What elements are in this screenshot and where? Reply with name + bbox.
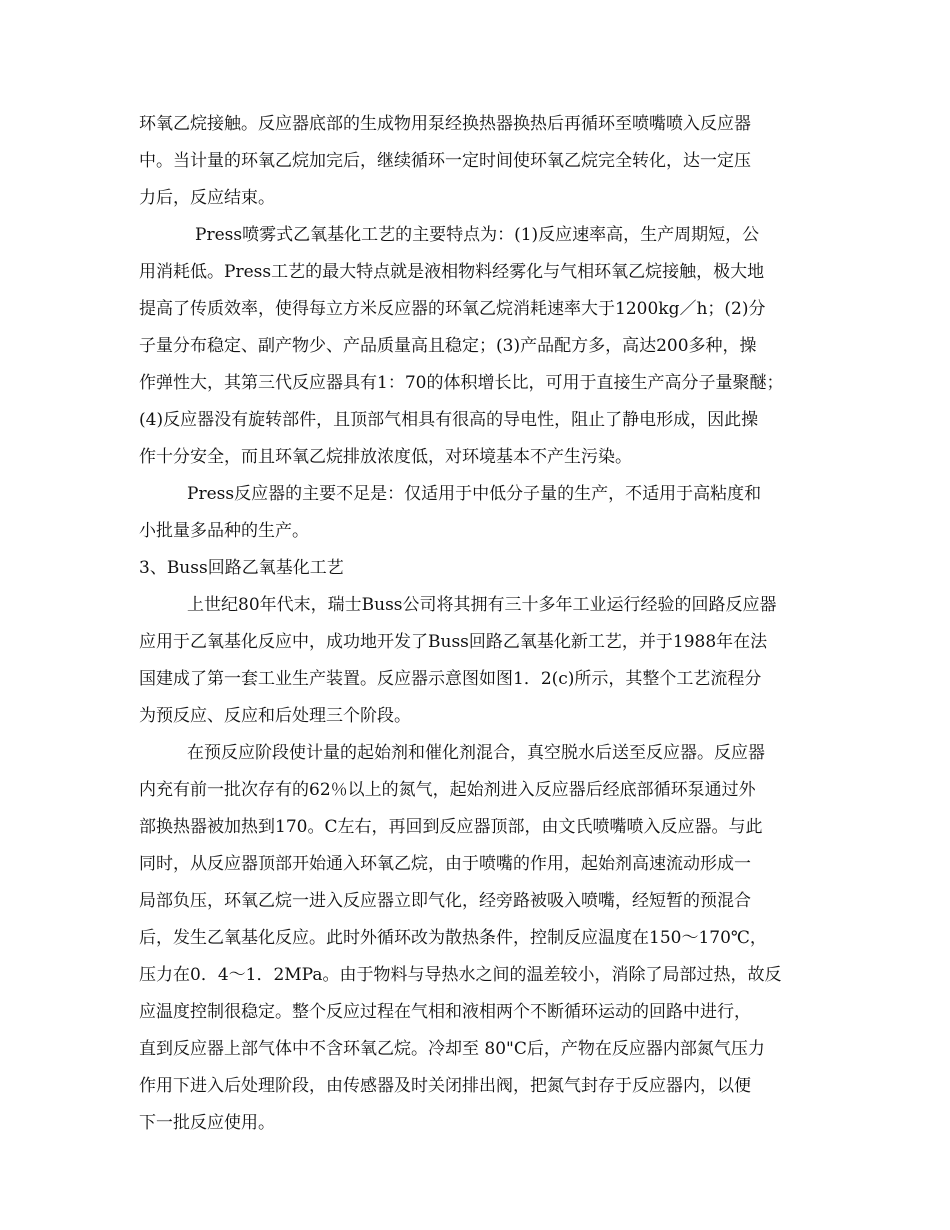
paragraph-line: 小批量多品种的生产。: [139, 521, 309, 541]
paragraph-line: Press反应器的主要不足是：仅适用于中低分子量的生产，不适用于高粘度和: [187, 484, 762, 504]
paragraph-line: 同时，从反应器顶部开始通入环氧乙烷，由于喷嘴的作用，起始剂高速流动形成一: [139, 854, 751, 874]
paragraph-line: 子量分布稳定、副产物少、产品质量高且稳定；(3)产品配方多，高达200多种，操: [139, 336, 757, 356]
paragraph-line: 后，发生乙氧基化反应。此时外循环改为散热条件，控制反应温度在150～170℃，: [139, 928, 767, 948]
paragraph-line: 国建成了第一套工业生产装置。反应器示意图如图1．2(c)所示，其整个工艺流程分: [139, 669, 762, 689]
paragraph-line: 局部负压，环氧乙烷一进入反应器立即气化，经旁路被吸入喷嘴，经短暂的预混合: [139, 891, 751, 911]
paragraph-line: 部换热器被加热到170。C左右，再回到反应器顶部，由文氏喷嘴喷入反应器。与此: [139, 817, 763, 837]
paragraph-line: 在预反应阶段使计量的起始剂和催化剂混合，真空脱水后送至反应器。反应器: [187, 743, 765, 763]
paragraph-line: 作弹性大，其第三代反应器具有1：70的体积增长比，可用于直接生产高分子量聚醚；: [139, 373, 784, 393]
paragraph-line: 直到反应器上部气体中不含环氧乙烷。冷却至 80"C后，产物在反应器内部氮气压力: [139, 1039, 765, 1059]
paragraph-line: 中。当计量的环氧乙烷加完后，继续循环一定时间使环氧乙烷完全转化，达一定压: [139, 151, 751, 171]
paragraph-line: 力后，反应结束。: [139, 188, 275, 208]
paragraph-line: 环氧乙烷接触。反应器底部的生成物用泵经换热器换热后再循环至喷嘴喷入反应器: [139, 114, 751, 134]
paragraph-line: 作十分安全，而且环氧乙烷排放浓度低，对环境基本不产生污染。: [139, 447, 632, 467]
paragraph-line: (4)反应器没有旋转部件，且顶部气相具有很高的导电性，阻止了静电形成，因此操: [139, 410, 759, 430]
paragraph-line: 应温度控制很稳定。整个反应过程在气相和液相两个不断循环运动的回路中进行，: [139, 1002, 751, 1022]
paragraph-line: 上世纪80年代末，瑞士Buss公司将其拥有三十多年工业运行经验的回路反应器: [187, 595, 777, 615]
section-heading: 3、Buss回路乙氧基化工艺: [139, 558, 344, 578]
paragraph-line: 压力在0．4～1．2MPa。由于物料与导热水之间的温差较小，消除了局部过热，故反: [139, 965, 782, 985]
paragraph-line: 应用于乙氧基化反应中，成功地开发了Buss回路乙氧基化新工艺，并于1988年在法: [139, 632, 768, 652]
paragraph-line: Press喷雾式乙氧基化工艺的主要特点为：(1)反应速率高，生产周期短，公: [195, 225, 760, 245]
paragraph-line: 提高了传质效率，使得每立方米反应器的环氧乙烷消耗速率大于1200kg／h；(2)分: [139, 299, 766, 319]
paragraph-line: 下一批反应使用。: [139, 1113, 275, 1133]
paragraph-line: 用消耗低。Press工艺的最大特点就是液相物料经雾化与气相环氧乙烷接触，极大地: [139, 262, 765, 282]
paragraph-line: 内充有前一批次存有的62％以上的氮气，起始剂进入反应器后经底部循环泵通过外: [139, 780, 756, 800]
paragraph-line: 作用下进入后处理阶段，由传感器及时关闭排出阀，把氮气封存于反应器内，以便: [139, 1076, 751, 1096]
paragraph-line: 为预反应、反应和后处理三个阶段。: [139, 706, 411, 726]
